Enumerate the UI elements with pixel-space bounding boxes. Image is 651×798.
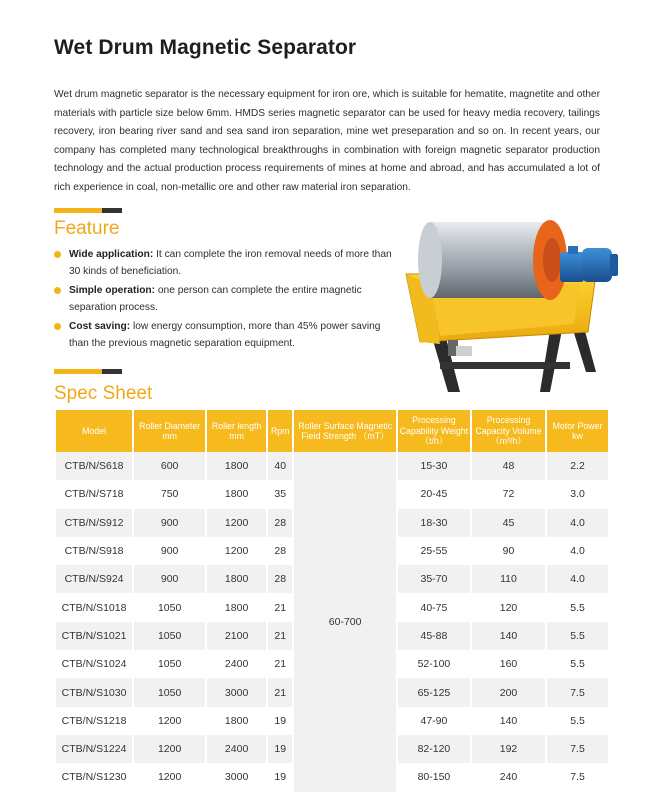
cell-roller-diameter: 1050 [134,650,205,678]
cell-model: CTB/N/S1030 [56,678,132,706]
cell-capability-weight: 47-90 [398,707,470,735]
cell-model: CTB/N/S1018 [56,593,132,621]
cell-rpm: 21 [268,593,292,621]
cell-motor-power: 5.5 [547,650,608,678]
cell-capacity-volume: 140 [472,622,545,650]
cell-rpm: 19 [268,763,292,791]
cell-roller-diameter: 1200 [134,707,205,735]
cell-rpm: 21 [268,622,292,650]
col-header-motor-power: Motor Power kw [547,410,608,452]
feature-heading: Feature [54,218,120,239]
cell-roller-length: 3000 [207,763,266,791]
col-header-roller-length: Roller length mm [207,410,266,452]
cell-capacity-volume: 48 [472,452,545,480]
col-header-rpm: Rpm [268,410,292,452]
cell-capability-weight: 20-45 [398,480,470,508]
cell-capacity-volume: 160 [472,650,545,678]
intro-paragraph: Wet drum magnetic separator is the necessary equipment for iron ore, which is suitable for hematite, magnetite and other materials with particle size below 6mm. HMDS series magnetic separator can be used for heavy media recovery, tailings recovery, iron bearing river sand and sea sand iron separation, mine wet preseparation and so on. In recent years, our company has completed many technological breakthroughs in combination with foreign magnetic separator production technology and the actual production process requirements of mines at home and abroad, and has accumulated a lot of rich experience in coal, non-metallic ore and other raw material iron separation. [54,89,600,193]
cell-capability-weight: 65-125 [398,678,470,706]
cell-roller-diameter: 900 [134,537,205,565]
cell-roller-length: 1800 [207,452,266,480]
feature-item-simple-operation [54,282,402,317]
cell-model: CTB/N/S718 [56,480,132,508]
cell-capacity-volume: 90 [472,537,545,565]
cell-roller-length: 1800 [207,565,266,593]
cell-motor-power: 4.0 [547,537,608,565]
cell-roller-diameter: 900 [134,509,205,537]
cell-rpm: 35 [268,480,292,508]
cell-rpm: 28 [268,537,292,565]
cell-motor-power: 7.5 [547,678,608,706]
feature-label: Wide application: [69,249,154,260]
cell-motor-power: 7.5 [547,735,608,763]
feature-label: Cost saving: [69,320,131,332]
magnetic-separator-image [400,212,622,400]
cell-rpm: 28 [268,565,292,593]
cell-roller-diameter: 1050 [134,678,205,706]
cell-roller-length: 2100 [207,622,266,650]
cell-roller-length: 3000 [207,678,266,706]
cell-motor-power: 3.0 [547,480,608,508]
cell-roller-diameter: 1050 [134,622,205,650]
cell-roller-length: 1200 [207,537,266,565]
cell-roller-length: 1800 [207,480,266,508]
cell-capacity-volume: 240 [472,763,545,791]
cell-roller-length: 2400 [207,650,266,678]
cell-field-strength: 60-700 [294,452,396,792]
cell-capability-weight: 52-100 [398,650,470,678]
spec-table [54,410,610,792]
cell-model: CTB/N/S618 [56,452,132,480]
cell-capability-weight: 82-120 [398,735,470,763]
cell-rpm: 40 [268,452,292,480]
cell-capability-weight: 40-75 [398,593,470,621]
cell-model: CTB/N/S1218 [56,707,132,735]
cell-roller-length: 1800 [207,707,266,735]
feature-text: one person can complete the entire magnetic separation process. [69,284,362,314]
cell-capability-weight: 45-88 [398,622,470,650]
cell-capability-weight: 35-70 [398,565,470,593]
cell-model: CTB/N/S1021 [56,622,132,650]
cell-capacity-volume: 45 [472,509,545,537]
cell-roller-diameter: 900 [134,565,205,593]
feature-list [54,246,402,353]
cell-motor-power: 2.2 [547,452,608,480]
spec-header-row [56,410,608,452]
cell-capability-weight: 18-30 [398,509,470,537]
cell-capability-weight: 25-55 [398,537,470,565]
cell-roller-diameter: 1050 [134,593,205,621]
cell-roller-diameter: 1200 [134,735,205,763]
page-title: Wet Drum Magnetic Separator [54,36,357,59]
col-header-capability-weight: Processing Capability Weight （t/h） [398,410,470,452]
cell-motor-power: 5.5 [547,593,608,621]
cell-motor-power: 5.5 [547,707,608,735]
col-header-model: Model [56,410,132,452]
cell-capacity-volume: 200 [472,678,545,706]
cell-capacity-volume: 192 [472,735,545,763]
table-row [56,452,608,480]
cell-capacity-volume: 120 [472,593,545,621]
cell-model: CTB/N/S924 [56,565,132,593]
cell-rpm: 21 [268,678,292,706]
cell-motor-power: 4.0 [547,565,608,593]
feature-label: Simple operation: [69,284,156,296]
cell-model: CTB/N/S1224 [56,735,132,763]
cell-model: CTB/N/S1024 [56,650,132,678]
col-header-roller-diameter: Roller Diameter mm [134,410,205,452]
cell-rpm: 28 [268,509,292,537]
cell-roller-length: 1800 [207,593,266,621]
spec-heading: Spec Sheet [54,383,153,404]
cell-roller-diameter: 600 [134,452,205,480]
cell-rpm: 19 [268,707,292,735]
feature-text: It can complete the iron removal needs of more than 30 kinds of beneficiation. [69,249,392,278]
cell-rpm: 21 [268,650,292,678]
col-header-capacity-volume: Processing Capacity Volume （m³/h） [472,410,545,452]
cell-capability-weight: 80-150 [398,763,470,791]
cell-model: CTB/N/S1230 [56,763,132,791]
bullet-icon [54,287,61,294]
cell-capacity-volume: 110 [472,565,545,593]
feature-item-cost-saving [54,318,402,353]
cell-motor-power: 4.0 [547,509,608,537]
spec-table-body [56,452,608,792]
feature-item-wide-application [54,246,402,281]
cell-roller-diameter: 750 [134,480,205,508]
cell-roller-diameter: 1200 [134,763,205,791]
bullet-icon [54,251,61,258]
cell-model: CTB/N/S918 [56,537,132,565]
cell-motor-power: 7.5 [547,763,608,791]
cell-capability-weight: 15-30 [398,452,470,480]
cell-rpm: 19 [268,735,292,763]
col-header-field-strength: Roller Surface Magnetic Field Strength （mT） [294,410,396,452]
cell-roller-length: 2400 [207,735,266,763]
feature-accent-bar [54,208,122,213]
feature-text: low energy consumption, more than 45% power saving than the previous magnetic separation equipment. [69,320,381,350]
bullet-icon [54,323,61,330]
cell-roller-length: 1200 [207,509,266,537]
cell-model: CTB/N/S912 [56,509,132,537]
cell-capacity-volume: 72 [472,480,545,508]
spec-accent-bar [54,369,122,374]
cell-motor-power: 5.5 [547,622,608,650]
cell-capacity-volume: 140 [472,707,545,735]
